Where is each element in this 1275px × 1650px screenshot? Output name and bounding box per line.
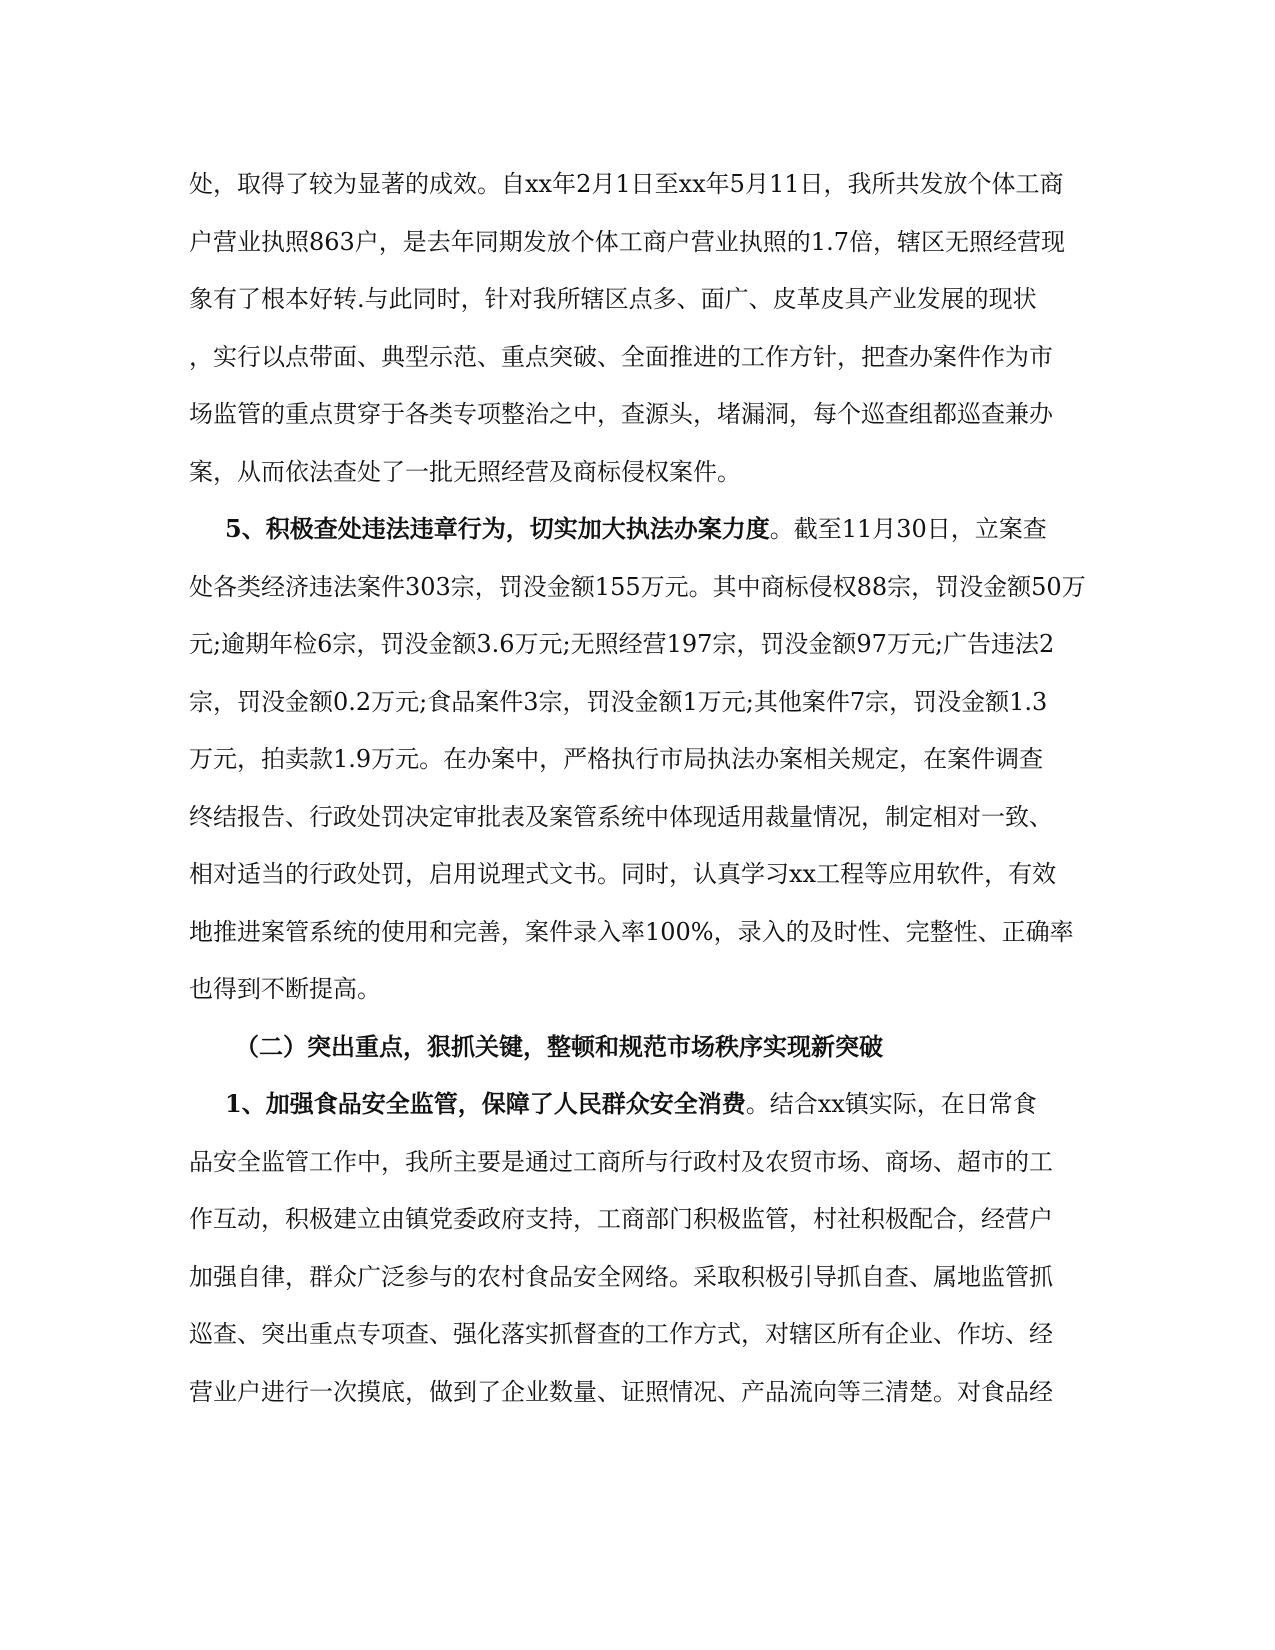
- paragraph-line: 处各类经济违法案件303宗，罚没金额155万元。其中商标侵权88宗，罚没金额50万: [189, 573, 1086, 601]
- paragraph-line: 场监管的重点贯穿于各类专项整治之中，查源头，堵漏洞，每个巡查组都巡查兼办: [189, 400, 1053, 428]
- paragraph-line: 相对适当的行政处罚，启用说理式文书。同时，认真学习xx工程等应用软件，有效: [189, 860, 1057, 888]
- paragraph-text: 。结合xx镇实际，在日常食: [745, 1090, 1037, 1118]
- paragraph-line: ，实行以点带面、典型示范、重点突破、全面推进的工作方针，把查办案件作为市: [189, 343, 1053, 371]
- paragraph-line: 处，取得了较为显著的成效。自xx年2月1日至xx年5月11日，我所共发放个体工商: [189, 170, 1064, 198]
- paragraph-text: 。截至11月30日，立案查: [769, 515, 1047, 543]
- item-heading: 1、加强食品安全监管，保障了人民群众安全消费: [225, 1089, 746, 1118]
- paragraph-line: 作互动，积极建立由镇党委政府支持，工商部门积极监管，村社积极配合，经营户: [189, 1205, 1053, 1233]
- paragraph-line: 宗，罚没金额0.2万元;食品案件3宗，罚没金额1万元;其他案件7宗，罚没金额1.3: [189, 688, 1048, 716]
- paragraph-line: 也得到不断提高。: [189, 975, 381, 1003]
- paragraph-line: 地推进案管系统的使用和完善，案件录入率100%，录入的及时性、完整性、正确率: [189, 918, 1074, 946]
- paragraph-line: 加强自律，群众广泛参与的农村食品安全网络。采取积极引导抓自查、属地监管抓: [189, 1263, 1053, 1291]
- paragraph-line: 巡查、突出重点专项查、强化落实抓督查的工作方式，对辖区所有企业、作坊、经: [189, 1320, 1053, 1348]
- paragraph-first-line: [225, 1075, 1089, 1133]
- paragraph-first-line: [225, 500, 1089, 558]
- paragraph-line: 象有了根本好转.与此同时，针对我所辖区点多、面广、皮革皮具产业发展的现状: [189, 285, 1037, 313]
- paragraph-line: 万元，拍卖款1.9万元。在办案中，严格执行市局执法办案相关规定，在案件调查: [189, 745, 1044, 773]
- section-heading: （二）突出重点，狠抓关键，整顿和规范市场秩序实现新突破: [235, 1032, 883, 1061]
- paragraph-line: 户营业执照863户，是去年同期发放个体工商户营业执照的1.7倍，辖区无照经营现: [189, 228, 1065, 256]
- paragraph-line: 案，从而依法查处了一批无照经营及商标侵权案件。: [189, 458, 741, 486]
- item-heading: 5、积极查处违法违章行为，切实加大执法办案力度: [225, 514, 770, 543]
- paragraph-line: 营业户进行一次摸底，做到了企业数量、证照情况、产品流向等三清楚。对食品经: [189, 1378, 1053, 1406]
- paragraph-line: 终结报告、行政处罚决定审批表及案管系统中体现适用裁量情况，制定相对一致、: [189, 803, 1053, 831]
- paragraph-line: 品安全监管工作中，我所主要是通过工商所与行政村及农贸市场、商场、超市的工: [189, 1148, 1053, 1176]
- paragraph-line: 元;逾期年检6宗，罚没金额3.6万元;无照经营197宗，罚没金额97万元;广告违法2: [189, 630, 1055, 658]
